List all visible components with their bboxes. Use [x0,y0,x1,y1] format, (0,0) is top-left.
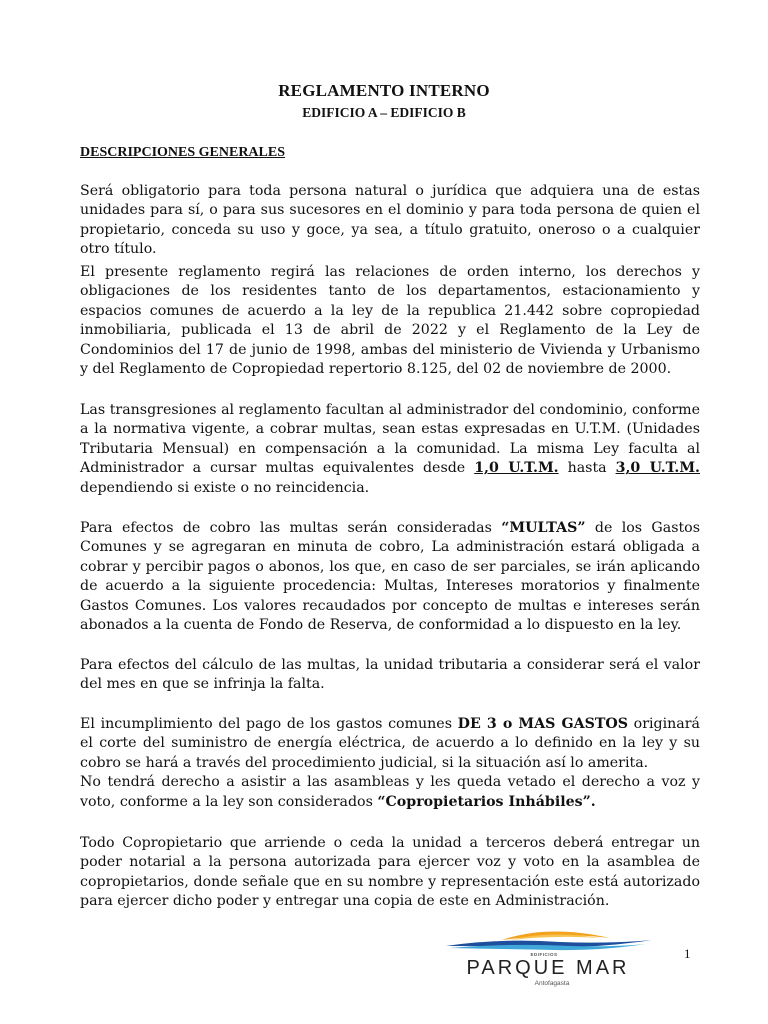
parque-mar-logo [440,926,656,990]
p3-text-b: hasta [558,460,616,477]
p4-bold-multas: “MULTAS” [501,520,586,536]
logo-sub-text: Antofagasta [534,980,570,987]
document-title: REGLAMENTO INTERNO [278,81,490,100]
p6-text-a: El incumplimiento del pago de los gastos comunes [80,716,458,732]
p4-text-a: Para efectos de cobro las multas serán consideradas [80,520,502,536]
paragraph-incumplimiento [80,715,700,812]
paragraph-cobro-multas [80,519,700,635]
section-heading: DESCRIPCIONES GENERALES [80,145,285,160]
logo-graphic [440,926,656,990]
p3-text-c: dependiendo si existe o no reincidencia. [80,479,370,496]
paragraph-arriendo: Todo Copropietario que arriende o ceda la unidad a terceros deberá entregar un poder notarial a la persona autorizada para ejercer voz y voto en la asamblea de copropietarios, donde señale que en su nombre y representación este está autorizado para ejercer dicho poder y entregar una copia de este en Administración. [80,835,700,910]
p6-text-b: originará el corte del suministro de energía eléctrica, de acuerdo a lo definido en la ley y su cobro se hará a través del procedimiento judicial, si la situación así lo amerita. [80,716,700,771]
p4-text-b: de los Gastos Comunes y se agregaran en minuta de cobro, La administración estará obligada a cobrar y percibir pagos o abonos, los que, en caso de ser parciales, se irán aplicando de acuerdo a la siguiente procedencia: Multas, Intereses moratorios y finalmente Gastos Comunes. Los valores recaudados por concepto de multas e intereses serán abonados a la cuenta de Fondo de Reserva, de conformidad a lo dispuesto en la ley. [80,520,701,634]
logo-main-text: PARQUE MAR [466,957,630,979]
p6-bold-inhabiles: “Copropietarios Inhábiles”. [377,793,596,810]
paragraph-reglamento: El presente reglamento regirá las relaciones de orden interno, los derechos y obligaciones de los residentes tanto de los departamentos, estacionamiento y espacios comunes de acuerdo a la ley de la republica 21.442 sobre copropiedad inmobiliaria, publicada el 13 de abril de 2022 y el Reglamento de la Ley de Condominios del 17 de junio de 1998, ambas del ministerio de Vivienda y Urbanismo y del Reglamento de Copropiedad repertorio 8.125, del 02 de noviembre de 2000. [80,264,700,378]
fine-max-utm: 3,0 U.T.M. [615,460,700,477]
document-subtitle: EDIFICIO A – EDIFICIO B [302,105,466,120]
p6-text-c: No tendrá derecho a asistir a las asambleas y les queda vetado el derecho a voz y voto, conforme a la ley son considerados [80,774,700,810]
p3-text-a: Las transgresiones al reglamento facultan al administrador del condominio, conforme a la normativa vigente, a cobrar multas, sean estas expresadas en U.T.M. (Unidades Tributaria Mensual) en compensación a la comunidad. La misma Ley faculta al Administrador a cursar multas equivalentes desde [80,402,700,477]
fine-min-utm: 1,0 U.T.M. [474,460,559,477]
logo-top-text: EDIFICIOS [530,952,558,957]
paragraph-calculo-multas: Para efectos del cálculo de las multas, la unidad tributaria a considerar será el valor del mes en que se infrinja la falta. [80,657,700,693]
p6-bold-gastos: DE 3 o MAS GASTOS [457,716,628,732]
paragraph-obligatoriedad: Será obligatorio para toda persona natural o jurídica que adquiera una de estas unidades para sí, o para sus sucesores en el dominio y para toda persona de quien el propietario, conceda su uso y goce, ya sea, a título gratuito, oneroso o a cualquier otro título. [80,183,700,258]
page-number: 1 [684,946,691,961]
paragraph-transgresiones [80,401,700,498]
